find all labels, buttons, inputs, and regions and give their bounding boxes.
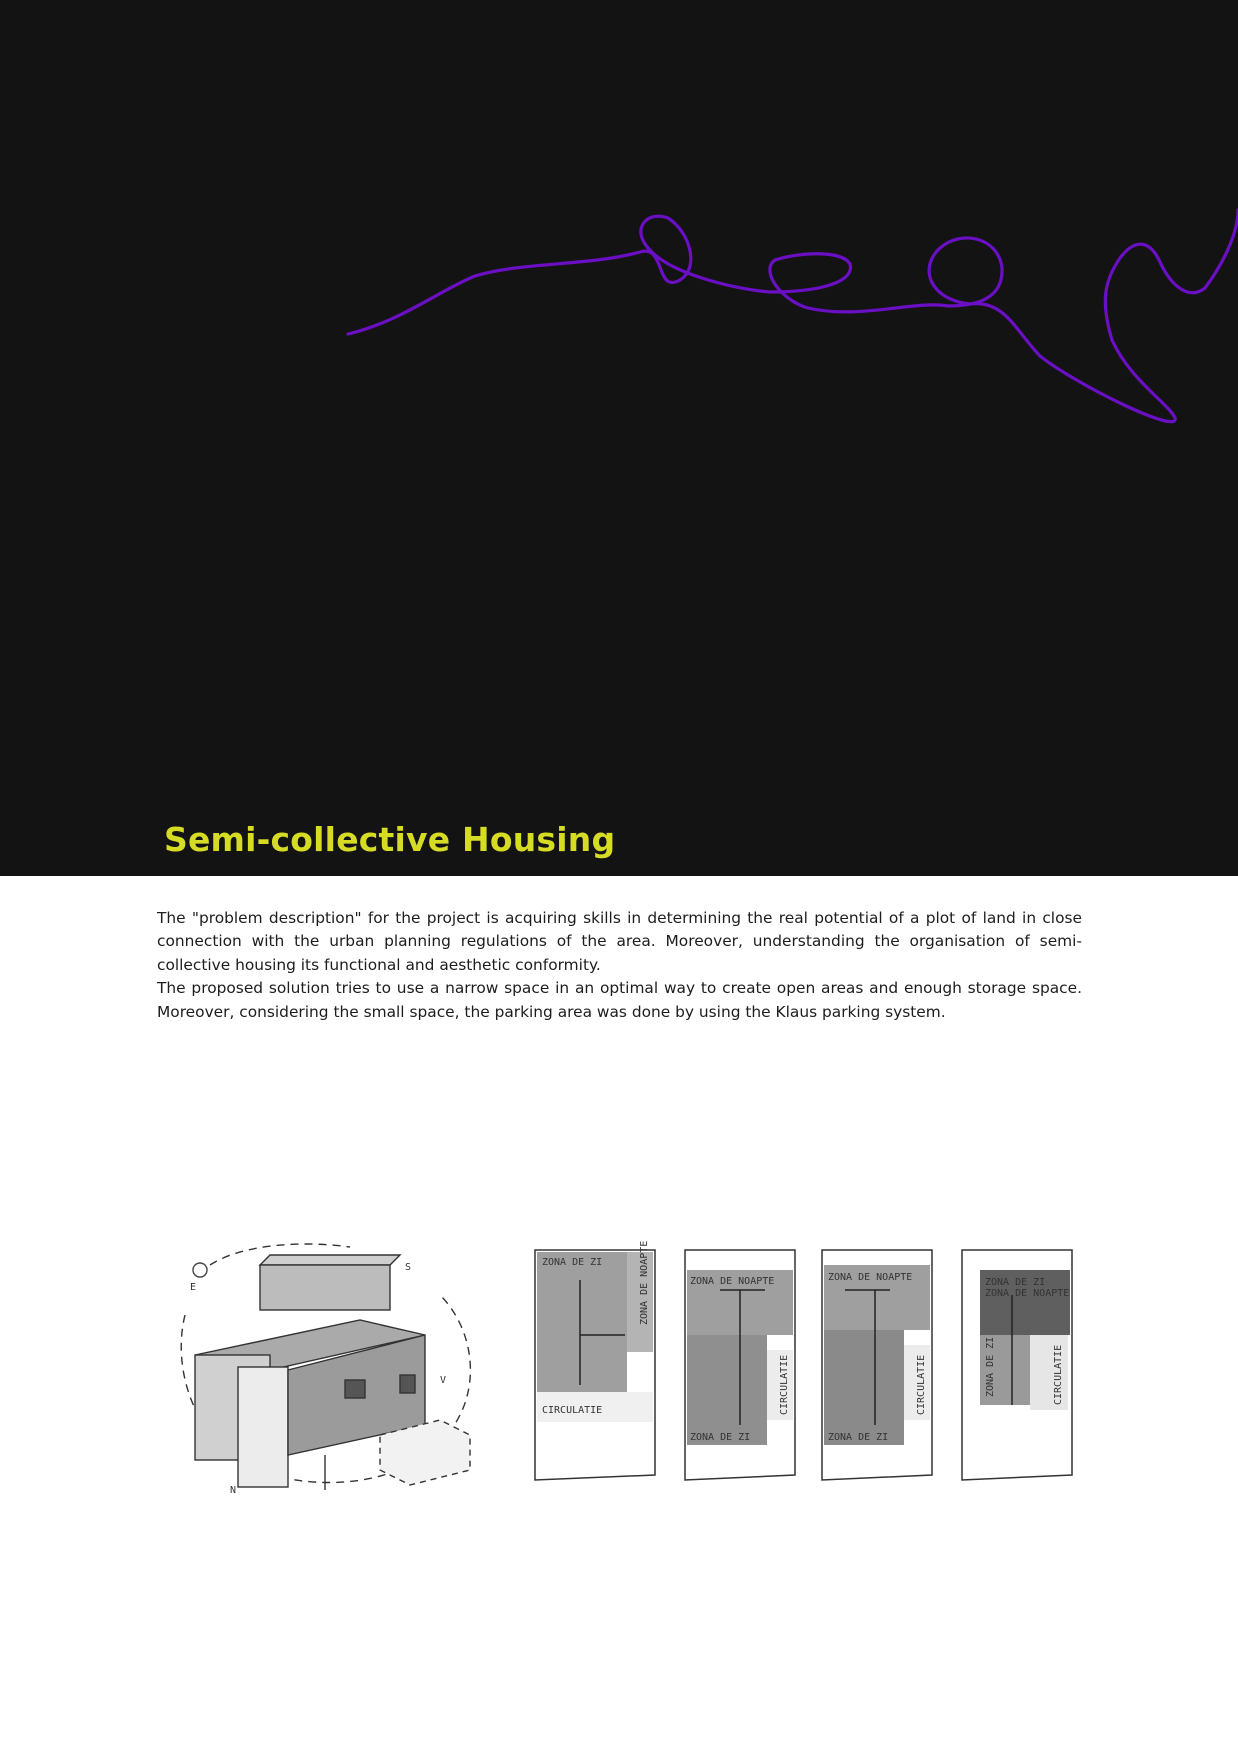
- plan-3-label-1: ZONA DE NOAPTE: [828, 1272, 913, 1283]
- plan-3-label-2: CIRCULATIE: [916, 1354, 927, 1415]
- plan-4-label-1: ZONA DE ZI: [985, 1277, 1046, 1288]
- plan-1-label-3: CIRCULATIE: [542, 1405, 603, 1416]
- plan-4-label-2: ZONA DE NOAPTE: [985, 1288, 1070, 1299]
- plan-diagram-2: [685, 1250, 795, 1480]
- compass-label-n: N: [230, 1485, 237, 1496]
- sketch-strip: [150, 1235, 1095, 1505]
- page-title: Semi-collective Housing: [164, 820, 616, 859]
- plan-2-label-2: CIRCULATIE: [779, 1354, 790, 1415]
- plan-4-label-4: CIRCULATIE: [1053, 1344, 1064, 1405]
- compass-label-v: V: [440, 1375, 447, 1386]
- plan-1-label-1: ZONA DE ZI: [542, 1257, 603, 1268]
- axonometric-sketch: [181, 1244, 470, 1490]
- plan-1-label-2: ZONA DE NOAPTE: [639, 1240, 650, 1325]
- plan-3-label-3: ZONA DE ZI: [828, 1432, 889, 1443]
- description: [157, 907, 1082, 1024]
- compass-label-s: S: [405, 1262, 412, 1273]
- plan-2-label-3: ZONA DE ZI: [690, 1432, 751, 1443]
- plan-diagram-4: [962, 1250, 1072, 1480]
- plan-diagram-1: [535, 1241, 655, 1480]
- plan-2-label-1: ZONA DE NOAPTE: [690, 1276, 775, 1287]
- description-paragraph-2: The proposed solution tries to use a narrow space in an optimal way to create open areas and enough storage space. Moreover, considering the small space, the parking area was done by using the Klaus parking system.: [157, 979, 1082, 1021]
- plan-4-label-3: ZONA DE ZI: [985, 1336, 996, 1397]
- description-paragraph-1: The "problem description" for the project is acquiring skills in determining the real potential of a plot of land in close connection with the urban planning regulations of the area. Moreover, understanding the organisation of semi-collective housing its functional and aesthetic conformity.: [157, 909, 1082, 974]
- plan-diagram-3: [822, 1250, 932, 1480]
- compass-label-e: E: [190, 1282, 197, 1293]
